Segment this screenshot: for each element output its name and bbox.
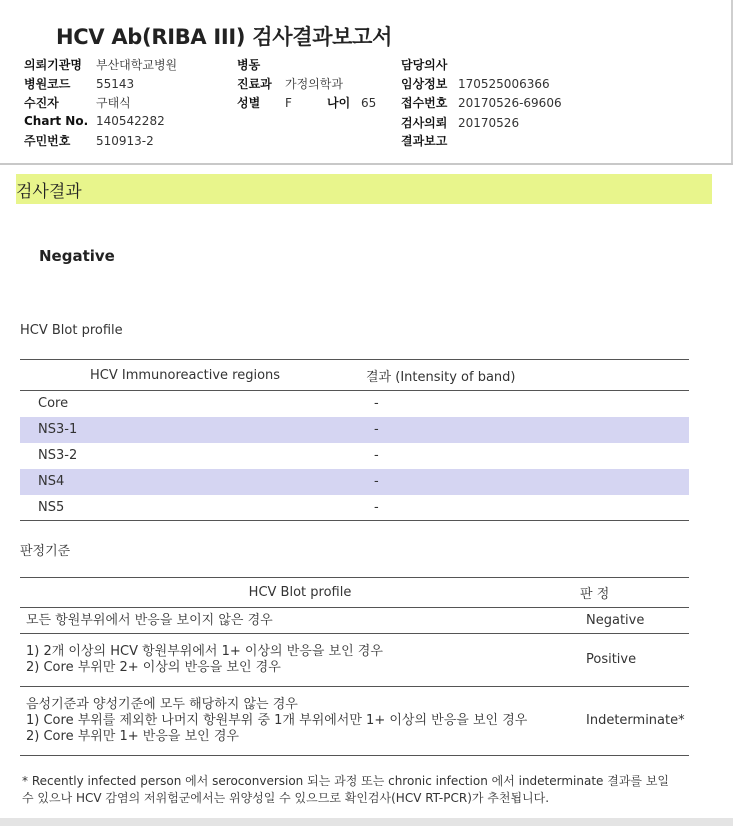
hospital-code-label: 병원코드 — [24, 77, 71, 91]
page-bottom-border — [0, 818, 733, 826]
hospital-code-field — [24, 75, 134, 92]
blot-region-cell: Core — [38, 396, 69, 412]
blot-region-cell: NS4 — [20, 469, 366, 495]
sex-field — [237, 94, 292, 111]
criteria-col-profile: HCV Blot profile — [20, 578, 580, 608]
blot-result-cell: - — [366, 417, 689, 443]
criteria-judgment-cell: Positive — [580, 634, 689, 687]
blot-header-row — [20, 360, 689, 391]
blot-row-ns4 — [20, 469, 689, 495]
criteria-condition-cell — [20, 634, 580, 687]
clinical-info-label: 임상정보 — [401, 77, 448, 91]
receipt-no-field — [401, 94, 562, 111]
section-header-bar — [16, 174, 712, 204]
criteria-judgment-cell: Negative — [580, 608, 689, 634]
blot-profile-table — [20, 359, 689, 521]
report-title: HCV Ab(RIBA III) 검사결과보고서 — [56, 25, 393, 49]
resident-no-value: 510913-2 — [96, 134, 154, 148]
clinical-info-field — [401, 75, 550, 92]
criteria-condition-cell — [20, 687, 580, 756]
chart-no-value: 140542282 — [96, 114, 165, 128]
blot-region-cell: NS5 — [20, 495, 366, 521]
criteria-condition-line: 1) Core 부위를 제외한 나머지 항원부위 중 1개 부위에서만 1+ 이상의 반응을 보인 경우 — [26, 713, 528, 728]
clinical-info-value: 170525006366 — [458, 77, 550, 91]
ward-field — [237, 56, 285, 73]
sex-value: F — [285, 96, 292, 110]
criteria-col-judgment: 판 정 — [580, 578, 689, 608]
department-field — [237, 75, 343, 92]
request-date-field — [401, 114, 519, 131]
age-field — [327, 94, 376, 111]
sex-label: 성별 — [237, 96, 261, 110]
section-title: 검사결과 — [16, 182, 82, 202]
hospital-code-value: 55143 — [96, 77, 135, 91]
blot-result-cell: - — [374, 396, 379, 412]
criteria-judgment-cell: Indeterminate* — [580, 687, 689, 756]
examinee-field — [24, 94, 131, 111]
footnote — [22, 773, 702, 807]
blot-region-cell: NS3-2 — [38, 448, 78, 463]
blot-row-ns5 — [20, 495, 689, 521]
institution-field — [24, 56, 177, 73]
criteria-condition-cell — [20, 608, 580, 634]
resident-no-label: 주민번호 — [24, 134, 71, 148]
criteria-row-negative — [20, 608, 689, 634]
test-result-value: Negative — [39, 247, 115, 265]
criteria-condition-line: 1) 2개 이상의 HCV 항원부위에서 1+ 이상의 반응을 보인 경우 — [26, 644, 383, 659]
blot-region-cell: NS3-1 — [20, 417, 366, 443]
criteria-table — [20, 577, 689, 756]
institution-value: 부산대학교병원 — [96, 58, 178, 72]
criteria-condition-line: 모든 항원부위에서 반응을 보이지 않은 경우 — [26, 612, 273, 628]
examinee-label: 수진자 — [24, 96, 59, 110]
blot-row-ns3-2 — [20, 443, 689, 469]
blot-col-region: HCV Immunoreactive regions — [20, 360, 366, 391]
footnote-line: * Recently infected person 에서 seroconversion 되는 과정 또는 chronic infection 에서 indeterminate 결과를 보일 — [22, 774, 670, 788]
header-divider — [0, 163, 733, 165]
examinee-value: 구태식 — [96, 96, 131, 110]
criteria-row-positive — [20, 634, 689, 687]
request-date-label: 검사의뢰 — [401, 116, 448, 130]
blot-row-core — [20, 391, 689, 417]
criteria-title: 판정기준 — [20, 544, 71, 559]
blot-row-ns3-1 — [20, 417, 689, 443]
blot-result-cell: - — [374, 448, 379, 463]
footnote-line: 수 있으나 HCV 감염의 저위험군에서는 위양성일 수 있으므로 확인검사(HCV RT-PCR)가 추천됩니다. — [22, 791, 550, 805]
criteria-condition-line: 2) Core 부위만 2+ 이상의 반응을 보인 경우 — [26, 660, 281, 675]
resident-no-field — [24, 132, 154, 149]
blot-result-cell: - — [366, 469, 689, 495]
receipt-no-label: 접수번호 — [401, 96, 448, 110]
blot-profile-title: HCV Blot profile — [20, 323, 123, 338]
criteria-condition-line: 2) Core 부위만 1+ 반응을 보인 경우 — [26, 729, 239, 744]
age-value: 65 — [361, 96, 377, 110]
chart-no-label: Chart No. — [24, 114, 89, 128]
criteria-condition-line: 음성기준과 양성기준에 모두 해당하지 않는 경우 — [26, 697, 298, 712]
report-date-label: 결과보고 — [401, 134, 448, 148]
request-date-value: 20170526 — [458, 116, 520, 130]
blot-col-result: 결과 (Intensity of band) — [366, 360, 689, 391]
blot-result-cell: - — [366, 495, 689, 521]
institution-label: 의뢰기관명 — [24, 58, 82, 72]
receipt-no-value: 20170526-69606 — [458, 96, 562, 110]
chart-no-field — [24, 114, 165, 128]
report-date-field — [401, 132, 458, 149]
ward-label: 병동 — [237, 58, 261, 72]
physician-field — [401, 56, 458, 73]
criteria-row-indeterminate — [20, 687, 689, 756]
department-label: 진료과 — [237, 77, 272, 91]
physician-label: 담당의사 — [401, 58, 448, 72]
age-label: 나이 — [327, 96, 351, 110]
criteria-header-row — [20, 578, 689, 608]
department-value: 가정의학과 — [285, 77, 343, 91]
